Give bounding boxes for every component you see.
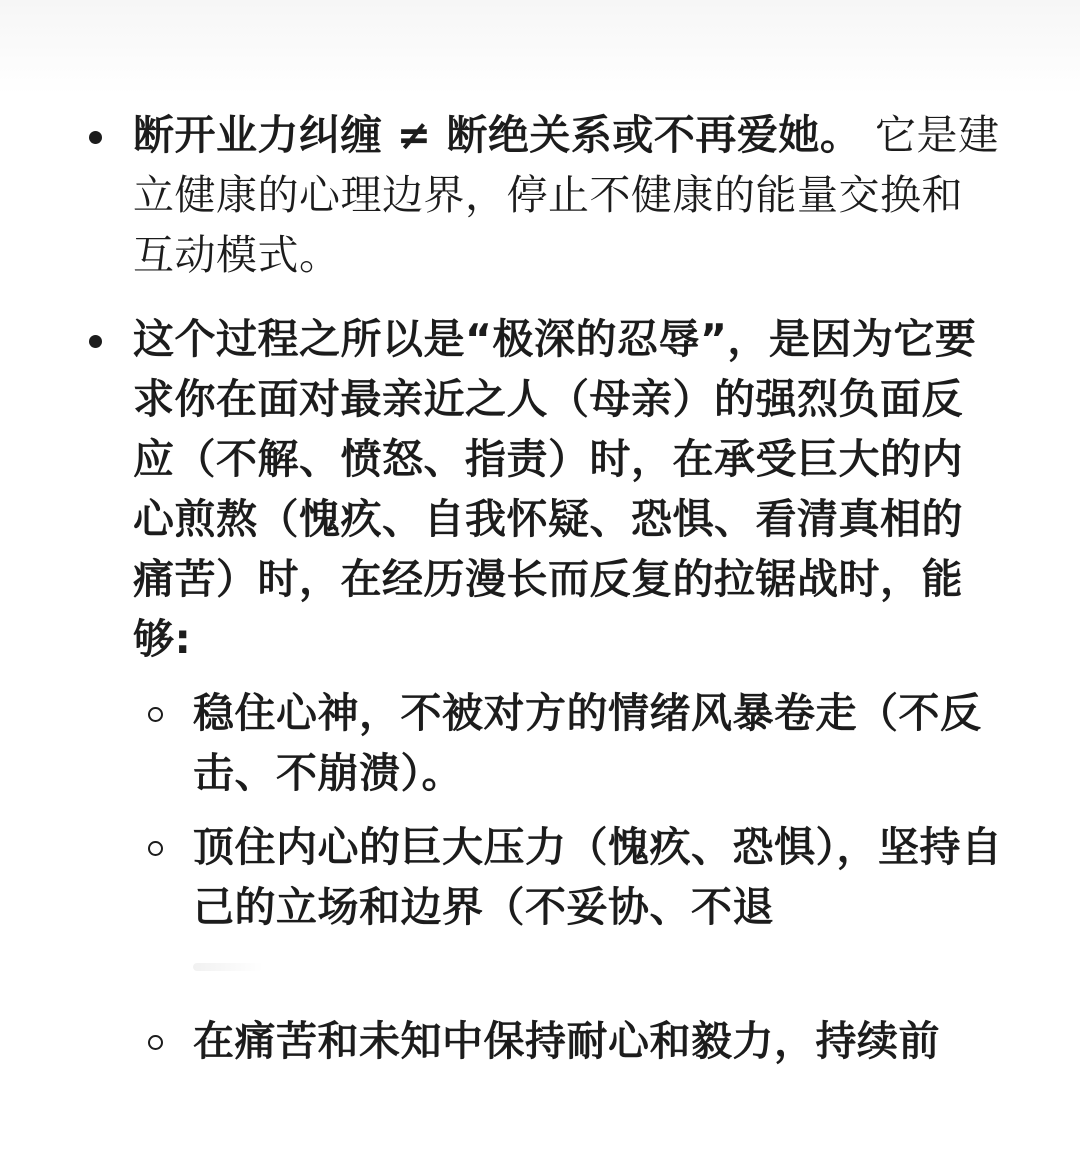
sub-list-item-text: 在痛苦和未知中保持耐心和毅力，持续前 (193, 1017, 940, 1065)
sub-list-item (0, 683, 1005, 803)
bullet-circle-icon (148, 841, 163, 856)
top-fade (0, 0, 1080, 95)
sub-list-item-text: 稳住心神，不被对方的情绪风暴卷走（不反击、不崩溃）。 (193, 689, 982, 797)
list-item-text (133, 105, 1003, 285)
list-item-text: 这个过程之所以是“极深的忍辱”，是因为它要求你在面对最亲近之人（母亲）的强烈负面反应（不解、愤怒、指责）时，在承受巨大的内心煎熬（愧疚、自我怀疑、恐惧、看清真相的痛苦）时，在经历漫长而反复的拉锯战时，能够: (133, 315, 977, 663)
document-body (0, 105, 1080, 1085)
list-item-normal: 它是建立健康的心理边界，停止不健康的能量交换和互动模式。 (133, 111, 1000, 279)
sub-list-item-text: 顶住内心的巨大压力（愧疚、恐惧），坚持自己的立场和边界（不妥协、不退 (193, 823, 1003, 931)
sub-list-item (0, 1011, 1005, 1071)
faded-line (193, 937, 1005, 997)
bullet-dot-icon (89, 335, 102, 348)
bullet-circle-icon (148, 707, 163, 722)
bullet-circle-icon (148, 1035, 163, 1050)
sub-list-item (0, 817, 1005, 997)
list-item-bold: 断开业力纠缠 ≠ 断绝关系或不再爱她。 (133, 111, 862, 159)
bullet-dot-icon (89, 131, 102, 144)
list-item (0, 309, 1003, 669)
list-item (0, 105, 1003, 285)
